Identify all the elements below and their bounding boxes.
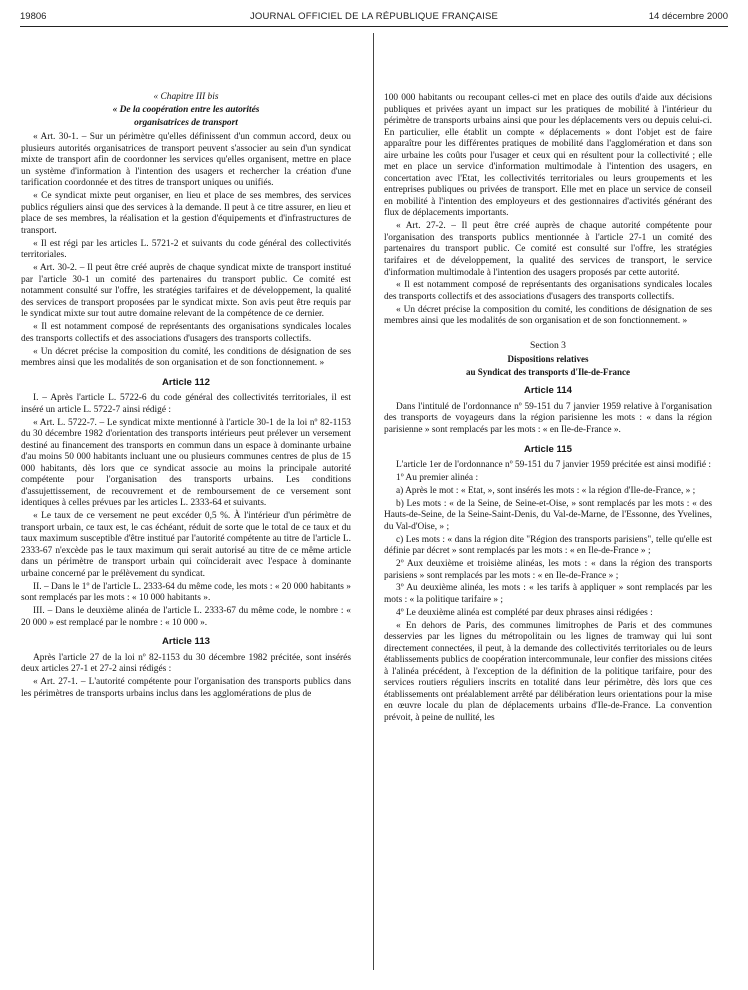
paragraph: « Art. 30-1. – Sur un périmètre qu'elles définissent d'un commun accord, deux ou plusieurs autorités organisatrices de transport peuvent s'associer au sein d'un syndicat mixte de transport afin de coordonner les services qu'elles organisent, mettre en place un système d'information à l'intention des usagers et rechercher la création d'une tarification coordonnée et des titres de transport uniques ou unifiés. [21,132,351,189]
paragraph: « Art. 27-2. – Il peut être créé auprès de chaque autorité compétente pour l'organisation des transports publics mentionnée à l'article 27-1 un comité des partenaires du transport public. Ce comité est consulté sur l'offre, les stratégies tarifaires et de développement, la qualité des services de transport, le service d'information multimodale à l'intention des usagers proposés par cette autorité. [384,221,712,278]
paragraph: « En dehors de Paris, des communes limitrophes de Paris et des communes desservies par les lignes du métropolitain ou les lignes de tramway qui lui sont directement connectées, il peut, à la demande des collectivités territoriales ou de leurs établissements publics de coopération intercommunale, leur confier des missions citées à l'alinéa précédent, à l'exception de la définition de la politique tarifaire, pour des services routiers réguliers inscrits en totalité dans leur périmètre, dès lors que ces établissements ont préalablement arrêté par délibération leurs orientations pour la mise en œuvre locale du plan de déplacements urbains d'Ile-de-France. La convention prévoit, à peine de nullité, les [384,620,712,723]
paragraph: « Ce syndicat mixte peut organiser, en lieu et place de ses membres, des services publics réguliers ainsi que des services à la demande. Il peut à ce titre assurer, en lieu et place de ses membres, la réalisation et la gestion d'équipements et d'infrastructures de transport. [21,191,351,236]
paragraph: 3º Au deuxième alinéa, les mots : « les tarifs à appliquer » sont remplacés par les mots : « la politique tarifaire » ; [384,583,712,605]
paragraph: Dans l'intitulé de l'ordonnance nº 59-151 du 7 janvier 1959 relative à l'organisation des transports de voyageurs dans la région parisienne les mots : « dans la région parisienne » sont remplacés par les mots : « en Ile-de-France ». [384,401,712,436]
paragraph: « Il est notamment composé de représentants des organisations syndicales locales des transports collectifs et des associations d'usagers des transports collectifs. [21,322,351,344]
paragraph: III. – Dans le deuxième alinéa de l'article L. 2333-67 du même code, le nombre : « 20 000 » est remplacé par le nombre : « 10 000 ». [21,606,351,628]
column-divider [373,33,374,970]
article-heading: Article 112 [161,376,210,388]
chapter-subtitle-line1: « De la coopération entre les autorités [112,104,260,115]
paragraph: « Il est notamment composé de représentants des organisations syndicales locales des transports collectifs et des associations d'usagers des transports collectifs. [384,280,712,302]
paragraph: « Le taux de ce versement ne peut excéder 0,5 %. À l'intérieur d'un périmètre de transport urbain, ce taux est, le cas échéant, réduit de sorte que le total de ce taux et du taux maximum susceptible d'être institué par l'autorité compétente au titre de l'article L. 2333-67 n'excède pas le taux maximum qui serait autorisé au titre de ce même article dans un périmètre de transport urbain qui coïnciderait avec l'espace à dominante urbaine concerné par le prélèvement du syndicat. [21,511,351,579]
paragraph: « Art. L. 5722-7. – Le syndicat mixte mentionné à l'article 30-1 de la loi nº 82-1153 du 30 décembre 1982 d'orientation des transports intérieurs peut prélever un versement destiné au financement des transports en commun dans un espace à dominante urbaine d'au moins 50 000 habitants incluant une ou plusieurs communes centres de plus de 15 000 habitants, dès lors que ce syndicat associe au moins la principale autorité compétente pour l'organisation des transports urbains. Les conditions d'assujettissement, de recouvrement et de remboursement de ce versement sont identiques à celles prévues par les articles L. 2333-64 et suivants. [21,417,351,509]
paragraph: 2º Aux deuxième et troisième alinéas, les mots : « dans la région des transports parisiens » sont remplacés par les mots : « en Ile-de-France » ; [384,558,712,581]
paragraph: 4º Le deuxième alinéa est complété par deux phrases ainsi rédigées : [396,607,653,618]
paragraph: « Art. 27-1. – L'autorité compétente pour l'organisation des transports publics dans les périmètres de transports urbains inclus dans les agglomérations de plus de [21,677,351,699]
chapter-title: « Chapitre III bis [153,92,219,102]
paragraph: « Un décret précise la composition du comité, les conditions de désignation de ses membres ainsi que les modalités de son organisation et de son fonctionnement. » [384,304,712,327]
paragraph: Après l'article 27 de la loi nº 82-1153 du 30 décembre 1982 précitée, sont insérés deux articles 27-1 et 27-2 ainsi rédigés : [21,652,351,675]
paragraph: « Art. 30-2. – Il peut être créé auprès de chaque syndicat mixte de transport institué par l'article 30-1 un comité des partenaires du transport public. Ce comité est notamment consulté sur l'offre, les stratégies tarifaires et de développement, la qualité des services de transport proposées par le syndicat mixte. Son avis peut être requis par le syndicat mixte sur tout autre domaine relevant de la compétence de ce dernier. [21,263,351,320]
article-heading: Article 115 [523,443,572,455]
issue-date: 14 décembre 2000 [648,11,728,22]
paragraph: b) Les mots : « de la Seine, de Seine-et-Oise, » sont remplacés par les mots : « des Hauts-de-Seine, de la Seine-Saint-Denis, du Val-de-Marne, de l'Essonne, des Yvelines, du Val-d'Oise, » ; [384,498,712,532]
journal-title: JOURNAL OFFICIEL DE LA RÉPUBLIQUE FRANÇAISE [249,11,499,22]
section-subtitle-line2: au Syndicat des transports d'Ile-de-France [466,367,630,378]
article-heading: Article 113 [161,636,210,648]
paragraph: 100 000 habitants ou recoupant celles-ci met en place des outils d'aide aux décisions publiques et privées ayant un impact sur les pratiques de mobilité à l'intérieur du périmètre de transports urbains ainsi que pour les déplacements vers ou depuis celui-ci. En particulier, elle établit un compte « déplacements » dont l'objet est de faire apparaître pour les différentes pratiques de mobilité dans l'agglomération et dans son aire urbaine les coûts pour l'usager et ceux qui en résultent pour la collectivité ; elle met en place un service d'information multimodale à l'intention des usagers, en concertation avec l'Etat, les collectivités territoriales ou leurs groupements et les entreprises publiques ou privées de transport. Elle met en place un service de conseil en mobilité à l'intention des employeurs et des gestionnaires d'activités générant des flux de déplacements importants. [384,93,712,219]
paragraph: L'article 1er de l'ordonnance nº 59-151 du 7 janvier 1959 précitée est ainsi modifié : [396,460,712,471]
page-header [20,11,728,27]
paragraph: « Un décret précise la composition du comité, les conditions de désignation de ses membres ainsi que les modalités de son organisation et de son fonctionnement. » [21,346,351,369]
paragraph: a) Après le mot : « Etat, », sont insérés les mots : « la région d'Ile-de-France, » ; [396,485,696,496]
paragraph: c) Les mots : « dans la région dite "Région des transports parisiens", telle qu'elle est définie par décret » sont remplacés par les mots : « en Ile-de-France » ; [384,534,712,557]
header-rule [20,26,728,27]
section-subtitle-line1: Dispositions relatives [507,354,589,365]
paragraph: « Il est régi par les articles L. 5721-2 et suivants du code général des collectivités territoriales. [21,238,351,261]
article-heading: Article 114 [523,385,572,397]
chapter-subtitle-line2: organisatrices de transport [134,117,238,128]
paragraph: 1º Au premier alinéa : [396,472,479,483]
right-column [384,93,712,726]
page-number: 19806 [20,11,47,22]
left-column [21,92,351,702]
paragraph: I. – Après l'article L. 5722-6 du code général des collectivités territoriales, il est inséré un article L. 5722-7 ainsi rédigé : [21,393,351,415]
paragraph: II. – Dans le 1º de l'article L. 2333-64 du même code, les mots : « 20 000 habitants » sont remplacés par les mots : « 10 000 habitants ». [21,581,351,604]
section-heading: Section 3 [530,339,566,351]
